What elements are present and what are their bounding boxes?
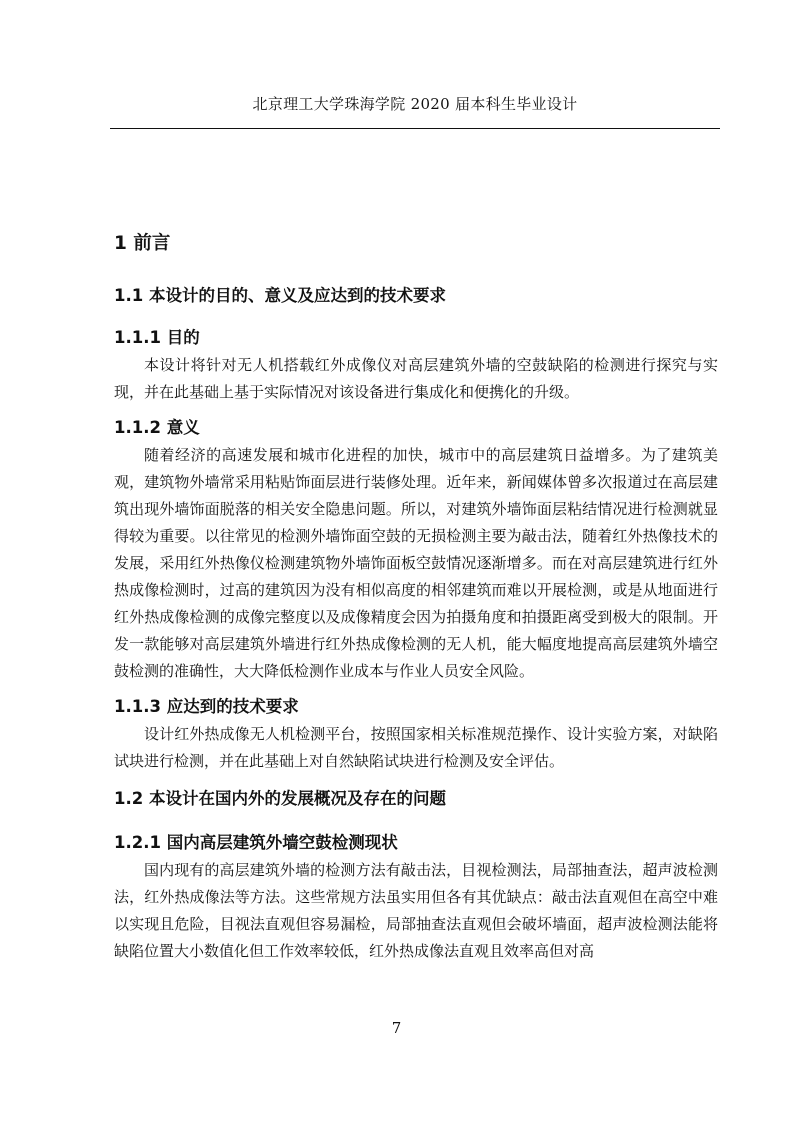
subsection-1-1-2-body: 随着经济的高速发展和城市化进程的加快，城市中的高层建筑日益增多。为了建筑美观，建筑物外墙常采用粘贴饰面层进行装修处理。近年来，新闻媒体曾多次报道过在高层建筑出现外墙饰面脱落的相关安全隐患问题。所以，对建筑外墙饰面层粘结情况进行检测就显得较为重要。以往常见的检测外墙饰面空鼓的无损检测主要为敲击法，随着红外热像技术的发展，采用红外热像仪检测建筑物外墙饰面板空鼓情况逐渐增多。而在对高层建筑进行红外热成像检测时，过高的建筑因为没有相似高度的相邻建筑而难以开展检测，或是从地面进行红外热成像检测的成像完整度以及成像精度会因为拍摄角度和拍摄距离受到极大的限制。开发一款能够对高层建筑外墙进行红外热成像检测的无人机，能大幅度地提高高层建筑外墙空鼓检测的准确性，大大降低检测作业成本与作业人员安全风险。 [114,446,718,680]
subsection-1-2-1-title: 1.2.1 国内高层建筑外墙空鼓检测现状 [114,833,398,852]
section-1-2-title: 1.2 本设计在国内外的发展概况及存在的问题 [114,789,446,808]
subsection-1-1-1-title: 1.1.1 目的 [114,328,200,347]
header-rule [110,128,720,129]
section-1-1-title: 1.1 本设计的目的、意义及应达到的技术要求 [114,286,446,305]
chapter-title: 1 前言 [114,233,171,254]
subsection-1-1-2-title: 1.1.2 意义 [114,418,200,437]
subsection-1-1-3-body: 设计红外热成像无人机检测平台，按照国家相关标准规范操作、设计实验方案，对缺陷试块进行检测，并在此基础上对自然缺陷试块进行检测及安全评估。 [114,725,718,770]
page-number: 7 [391,1019,402,1037]
subsection-1-2-1-body: 国内现有的高层建筑外墙的检测方法有敲击法，目视检测法，局部抽查法，超声波检测法，红外热成像法等方法。这些常规方法虽实用但各有其优缺点：敲击法直观但在高空中难以实现且危险，目视法直观但容易漏检，局部抽查法直观但会破坏墙面，超声波检测法能将缺陷位置大小数值化但工作效率较低，红外热成像法直观且效率高但对高 [114,861,718,960]
page-body [114,230,718,965]
running-header: 北京理工大学珠海学院 2020 届本科生毕业设计 [252,95,578,113]
subsection-1-1-1-body: 本设计将针对无人机搭载红外成像仪对高层建筑外墙的空鼓缺陷的检测进行探究与实现，并在此基础上基于实际情况对该设备进行集成化和便携化的升级。 [114,356,718,401]
subsection-1-1-3-title: 1.1.3 应达到的技术要求 [114,697,299,716]
